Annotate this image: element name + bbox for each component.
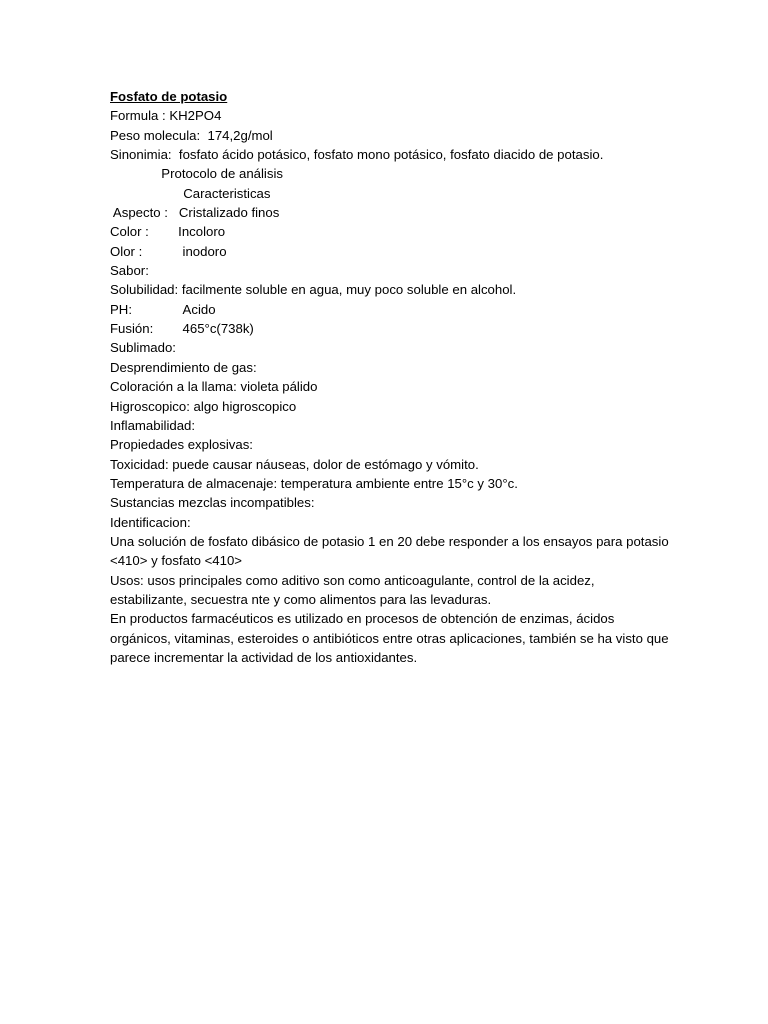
odor-line: Olor : inodoro bbox=[110, 243, 227, 259]
document-title: Fosfato de potasio bbox=[110, 89, 228, 104]
gas-release-line: Desprendimiento de gas: bbox=[110, 359, 257, 375]
document-body bbox=[110, 87, 670, 667]
taste-line: Sabor: bbox=[110, 263, 149, 279]
synonyms-line: Sinonimia: fosfato ácido potásico, fosfato mono potásico, fosfato diacido de potasio. bbox=[110, 147, 604, 163]
characteristics-heading: Caracteristicas bbox=[110, 185, 271, 201]
ph-line: PH: Acido bbox=[110, 301, 216, 317]
sublimation-line: Sublimado: bbox=[110, 340, 176, 356]
explosive-properties-line: Propiedades explosivas: bbox=[110, 437, 253, 453]
melting-line: Fusión: 465°c(738k) bbox=[110, 321, 254, 337]
flame-color-line: Coloración a la llama: violeta pálido bbox=[110, 379, 318, 395]
aspect-line: Aspecto : Cristalizado finos bbox=[110, 205, 280, 221]
identification-line: Identificacion: bbox=[110, 514, 191, 530]
flammability-line: Inflamabilidad: bbox=[110, 417, 196, 433]
formula-line: Formula : KH2PO4 bbox=[110, 108, 222, 124]
color-line: Color : Incoloro bbox=[110, 224, 226, 240]
solubility-line: Solubilidad: facilmente soluble en agua, muy poco soluble en alcohol. bbox=[110, 282, 517, 298]
hygroscopic-line: Higroscopico: algo higroscopico bbox=[110, 398, 297, 414]
incompatible-substances-line: Sustancias mezclas incompatibles: bbox=[110, 495, 315, 511]
toxicity-line: Toxicidad: puede causar náuseas, dolor de estómago y vómito. bbox=[110, 456, 479, 472]
molecular-weight-line: Peso molecula: 174,2g/mol bbox=[110, 127, 273, 143]
identification-paragraph: Una solución de fosfato dibásico de potasio 1 en 20 debe responder a los ensayos para potasio <410> y fosfato <410> bbox=[110, 533, 669, 569]
protocol-heading: Protocolo de análisis bbox=[110, 166, 283, 182]
pharma-paragraph: En productos farmacéuticos es utilizado en procesos de obtención de enzimas, ácidos orgánicos, vitaminas, esteroides o antibióticos entre otras aplicaciones, también se ha visto que parece incrementar la actividad de los antioxidantes. bbox=[110, 611, 669, 665]
uses-paragraph: Usos: usos principales como aditivo son como anticoagulante, control de la acidez, estabilizante, secuestra nte y como alimentos para las levaduras. bbox=[110, 572, 595, 607]
storage-temperature-line: Temperatura de almacenaje: temperatura ambiente entre 15°c y 30°c. bbox=[110, 475, 518, 491]
